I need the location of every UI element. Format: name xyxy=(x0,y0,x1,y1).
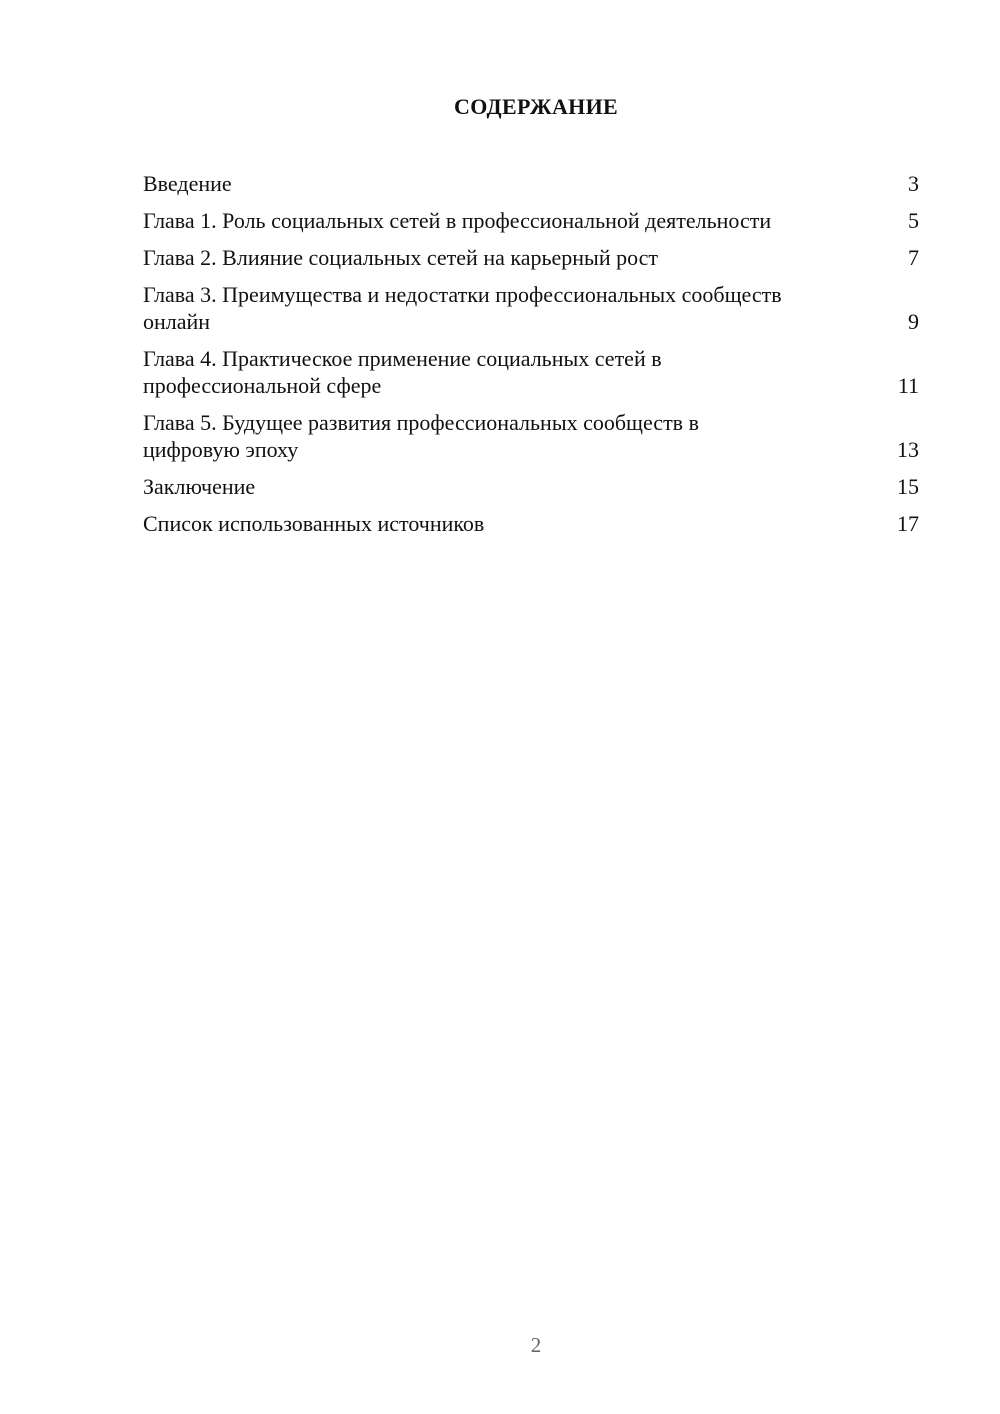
toc-entry-title: Глава 2. Влияние социальных сетей на карьерный рост xyxy=(143,245,659,270)
toc-entry-references[interactable] xyxy=(143,510,919,537)
toc-entry-page: 15 xyxy=(897,474,919,499)
table-of-contents xyxy=(143,170,919,547)
toc-entry-chapter-3[interactable] xyxy=(143,281,919,335)
page-number: 2 xyxy=(530,1333,542,1357)
toc-entry-page: 5 xyxy=(908,208,919,233)
toc-entry-page: 17 xyxy=(897,511,919,536)
toc-entry-title: Глава 4. Практическое применение социальных сетей в профессиональной сфере xyxy=(143,346,662,398)
toc-entry-title: Глава 1. Роль социальных сетей в профессиональной деятельности xyxy=(143,208,772,233)
toc-entry-title: Список использованных источников xyxy=(143,511,485,536)
toc-entry-chapter-2[interactable] xyxy=(143,244,919,271)
toc-entry-title: Введение xyxy=(143,171,232,196)
toc-entry-page: 9 xyxy=(908,309,919,334)
toc-entry-chapter-5[interactable] xyxy=(143,409,919,463)
toc-entry-title: Глава 5. Будущее развития профессиональных сообществ в цифровую эпоху xyxy=(143,410,699,462)
toc-entry-page: 3 xyxy=(908,171,919,196)
toc-entry-introduction[interactable] xyxy=(143,170,919,197)
toc-entry-chapter-4[interactable] xyxy=(143,345,919,399)
toc-entry-chapter-1[interactable] xyxy=(143,207,919,234)
toc-entry-page: 11 xyxy=(897,373,919,398)
toc-entry-title: Глава 3. Преимущества и недостатки профессиональных сообществ онлайн xyxy=(143,282,782,334)
toc-entry-page: 7 xyxy=(908,245,919,270)
toc-entry-page: 13 xyxy=(897,437,919,462)
toc-entry-conclusion[interactable] xyxy=(143,473,919,500)
page-title: СОДЕРЖАНИЕ xyxy=(454,94,618,119)
toc-entry-title: Заключение xyxy=(143,474,256,499)
